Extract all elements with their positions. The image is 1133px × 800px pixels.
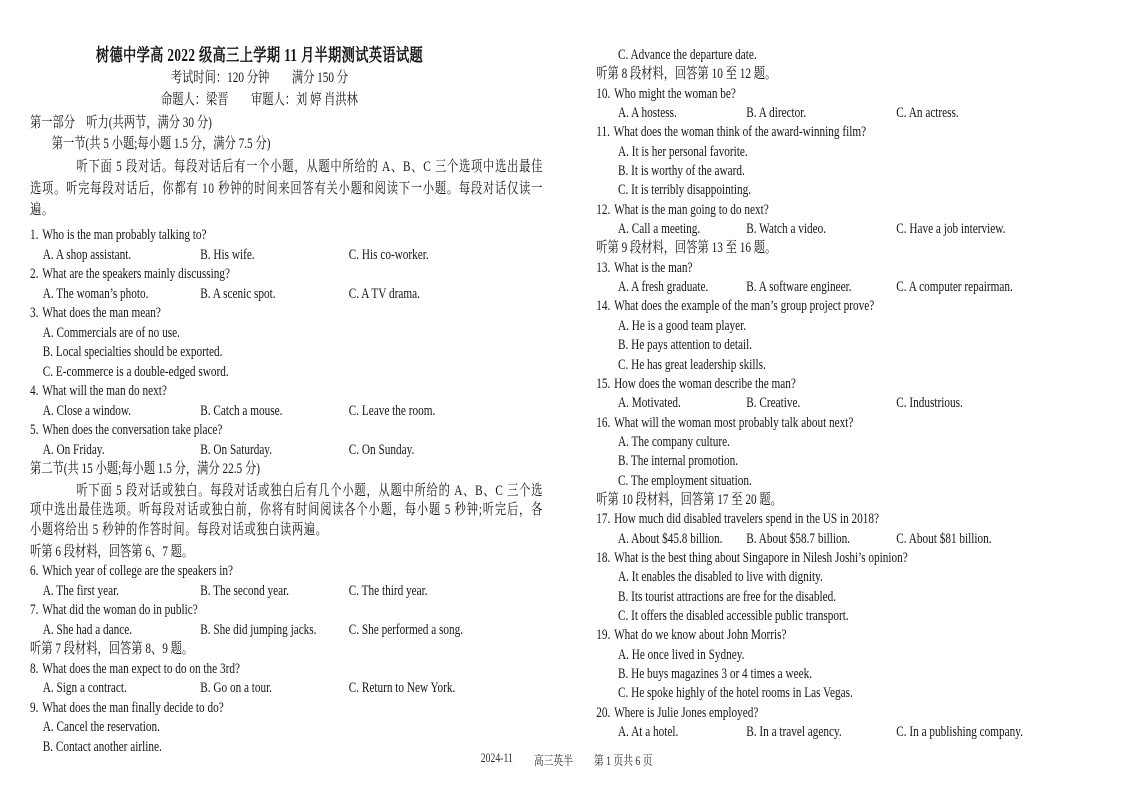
option-a: A. It is her personal favorite. (618, 143, 748, 160)
question-text (596, 375, 1117, 394)
authors-line: 命题人：梁晋 审题人：刘 婷 肖洪林 (161, 92, 358, 108)
question-number: 7. (30, 602, 39, 618)
question-9 (30, 699, 543, 758)
option-b: B. Creative. (746, 395, 801, 412)
question-number: 6. (30, 563, 39, 579)
option-c: C. Leave the room. (348, 402, 436, 419)
option-c: C. She performed a song. (348, 621, 464, 638)
question-17 (596, 510, 1117, 549)
option-c: C. A computer repairman. (896, 279, 1013, 296)
question-number: 20. (596, 704, 611, 721)
exam-header (30, 44, 489, 111)
option-a: A. A fresh graduate. (618, 279, 709, 296)
question-number: 1. (30, 227, 39, 243)
question-18 (596, 549, 1117, 626)
options-row (30, 285, 543, 305)
question-body: How does the woman describe the man? (614, 375, 796, 392)
question-body: What does the man expect to do on the 3rd? (42, 660, 240, 677)
question-20 (596, 704, 1117, 743)
question-number: 8. (30, 660, 39, 677)
question-body: What does the woman think of the award-winning film? (613, 124, 867, 141)
question-number: 11. (596, 124, 610, 141)
options-row (30, 402, 543, 422)
question-number: 2. (30, 266, 39, 282)
question-body: What is the man going to do next? (614, 201, 769, 218)
options-row (596, 104, 1117, 123)
question-5 (30, 421, 543, 460)
question-text (30, 421, 543, 441)
question-text (596, 414, 1117, 433)
question-text (30, 660, 543, 680)
option-c: C. About $81 billion. (896, 530, 992, 547)
question-number: 5. (30, 422, 39, 438)
question-9-option-c: C. Advance the departure date. (618, 47, 757, 63)
question-body: What does the man finally decide to do? (42, 699, 224, 716)
question-body: How much did disabled travelers spend in the US in 2018? (614, 511, 880, 528)
option-c: C. An actress. (896, 105, 959, 122)
question-text (30, 265, 543, 285)
question-7 (30, 601, 543, 640)
option-a: A. She had a dance. (42, 621, 133, 638)
question-body: What did the woman do in public? (42, 602, 198, 618)
option-b: B. It is worthy of the award. (618, 163, 745, 180)
footer-doc-label: 高三英半 (533, 753, 573, 768)
footer-date: 2024-11 (480, 750, 513, 765)
question-text (30, 601, 543, 621)
question-10 (596, 85, 1117, 124)
question-number: 18. (596, 549, 611, 566)
option-c: C. On Sunday. (348, 441, 415, 458)
option-b: B. His wife. (200, 246, 255, 263)
question-number: 3. (30, 305, 39, 321)
question-body: Which year of college are the speakers in? (42, 563, 234, 579)
question-number: 10. (596, 85, 611, 102)
question-14 (596, 297, 1117, 374)
question-2 (30, 265, 543, 304)
right-column (596, 46, 1117, 742)
question-text (30, 304, 543, 324)
question-body: What is the best thing about Singapore in Nilesh Joshi’s opinion? (614, 549, 908, 566)
question-15 (596, 375, 1117, 414)
question-body: Who is the man probably talking to? (42, 227, 207, 243)
question-8 (30, 660, 543, 699)
option-a: A. The first year. (42, 582, 120, 599)
option-c: C. Industrious. (896, 395, 963, 412)
question-body: When does the conversation take place? (42, 422, 223, 438)
question-text (596, 201, 1117, 220)
option-a: A. It enables the disabled to live with dignity. (618, 569, 823, 586)
option-a: A. At a hotel. (618, 724, 679, 741)
question-body: What do we know about John Morris? (614, 627, 787, 644)
option-b: B. Catch a mouse. (200, 402, 283, 419)
option-b: B. In a travel agency. (746, 724, 842, 741)
question-text (30, 226, 543, 246)
question-text (30, 562, 543, 582)
material-cue-10: 听第 10 段材料，回答第 17 至 20 题。 (596, 491, 782, 508)
question-16 (596, 414, 1117, 491)
options-row (596, 394, 1117, 413)
option-b: B. She did jumping jacks. (200, 621, 317, 638)
question-number: 12. (596, 201, 611, 218)
option-b: B. He pays attention to detail. (618, 337, 753, 354)
option-b: B. Contact another airline. (42, 738, 162, 755)
option-b: B. A software engineer. (746, 279, 852, 296)
option-c: C. Return to New York. (348, 680, 456, 696)
option-b: B. The second year. (200, 582, 290, 599)
option-c: C. He spoke highly of the hotel rooms in Las Vegas. (618, 685, 853, 702)
options-row (596, 723, 1117, 742)
option-b: B. Its tourist attractions are free for the disabled. (618, 588, 837, 605)
option-c: C. Have a job interview. (896, 221, 1006, 238)
question-4 (30, 382, 543, 421)
option-a: A. Sign a contract. (42, 680, 127, 696)
left-column (30, 44, 543, 757)
option-a: A. A hostess. (618, 105, 677, 122)
question-text (596, 85, 1117, 104)
page-footer (0, 750, 1133, 769)
question-11 (596, 123, 1117, 200)
option-b: B. A director. (746, 105, 807, 122)
material-cue-9: 听第 9 段材料，回答第 13 至 16 题。 (596, 240, 777, 257)
question-text (30, 699, 543, 719)
option-a: A. Cancel the reservation. (42, 719, 160, 735)
question-body: What does the example of the man’s group project prove? (614, 298, 875, 315)
options-row (596, 530, 1117, 549)
question-body: What is the man? (614, 259, 693, 276)
option-b: B. About $58.7 billion. (746, 530, 851, 547)
option-b: B. Watch a video. (746, 221, 827, 238)
option-a: A. About $45.8 billion. (618, 530, 723, 547)
question-text (30, 382, 543, 402)
question-19 (596, 626, 1117, 703)
section1-heading: 第一节(共 5 小题;每小题 1.5 分，满分 7.5 分) (51, 136, 271, 152)
page-title: 树德中学高 2022 级高三上学期 11 月半期测试英语试题 (95, 45, 424, 65)
options-row (30, 246, 543, 266)
option-c: C. It is terribly disappointing. (618, 182, 752, 199)
option-a: A. Call a meeting. (618, 221, 701, 238)
options-row (30, 679, 543, 699)
question-text (596, 510, 1117, 529)
option-a: A. On Friday. (42, 441, 105, 458)
question-3 (30, 304, 543, 382)
option-b: B. Local specialties should be exported. (42, 344, 223, 360)
options-row (596, 220, 1117, 239)
question-number: 19. (596, 627, 611, 644)
question-text (596, 297, 1117, 316)
material-cue-6: 听第 6 段材料，回答第 6、7 题。 (30, 543, 194, 560)
option-a: A. Motivated. (618, 395, 681, 412)
option-a: A. A shop assistant. (42, 246, 132, 263)
section2-heading: 第二节(共 15 小题;每小题 1.5 分，满分 22.5 分) (30, 461, 261, 477)
option-c: C. It offers the disabled accessible public transport. (618, 607, 849, 624)
options-row (30, 441, 543, 461)
exam-info-line: 考试时间：120 分钟 满分 150 分 (170, 70, 349, 86)
option-a: A. The company culture. (618, 433, 730, 450)
question-1 (30, 226, 543, 265)
question-body: What will the woman most probably talk about next? (614, 414, 854, 431)
option-a: A. He once lived in Sydney. (618, 646, 745, 663)
question-text (596, 259, 1117, 278)
section1-instructions: 听下面 5 段对话。每段对话后有一个小题，从题中所给的 A、B、C 三个选项中选出最佳选项。听完每段对话后，你都有 10 秒钟的时间来回答有关小题和阅读下一小题。每段对话仅读一遍。 (30, 159, 543, 218)
option-c: C. The third year. (348, 582, 428, 599)
material-cue-8: 听第 8 段材料，回答第 10 至 12 题。 (596, 66, 777, 83)
question-text (596, 549, 1117, 568)
question-text (596, 704, 1117, 723)
option-b: B. He buys magazines 3 or 4 times a week. (618, 666, 813, 682)
option-b: B. A scenic spot. (200, 285, 276, 302)
question-body: What does the man mean? (42, 305, 161, 321)
option-c: C. The employment situation. (618, 472, 752, 489)
options-row (30, 621, 543, 641)
question-number: 9. (30, 699, 39, 716)
option-a: A. Close a window. (42, 402, 132, 419)
question-number: 4. (30, 383, 39, 399)
question-body: What will the man do next? (42, 383, 167, 399)
option-c: C. His co-worker. (348, 246, 429, 263)
question-number: 16. (596, 414, 611, 431)
question-body: Who might the woman be? (614, 85, 736, 102)
option-b: B. Go on a tour. (200, 680, 273, 696)
question-number: 14. (596, 298, 611, 315)
footer-page-info: 第 1 页共 6 页 (593, 753, 653, 768)
question-body: What are the speakers mainly discussing? (42, 266, 230, 282)
question-12 (596, 201, 1117, 240)
option-a: A. The woman’s photo. (42, 285, 149, 302)
question-body: Where is Julie Jones employed? (614, 704, 759, 721)
material-cue-7: 听第 7 段材料，回答第 8、9 题。 (30, 641, 194, 657)
option-c: C. In a publishing company. (896, 724, 1024, 741)
part1-heading: 第一部分 听力(共两节，满分 30 分) (30, 115, 212, 131)
option-c: C. E-commerce is a double-edged sword. (42, 363, 229, 380)
option-c: C. A TV drama. (348, 285, 420, 302)
option-c: C. He has great leadership skills. (618, 356, 766, 373)
question-number: 17. (596, 511, 611, 528)
question-number: 13. (596, 259, 611, 276)
option-a: A. Commercials are of no use. (42, 324, 180, 341)
question-text (596, 123, 1117, 142)
options-row (596, 278, 1117, 297)
question-13 (596, 259, 1117, 298)
section2-instructions: 听下面 5 段对话或独白。每段对话或独白后有几个小题，从题中所给的 A、B、C 三个选项中选出最佳选项。听每段对话或独白前，你将有时间阅读各个小题，每小题 5 秒钟;听完后，各小题将给出 5 秒钟的作答时间。每段对话或独白读两遍。 (30, 482, 543, 539)
question-number: 15. (596, 375, 611, 392)
question-text (596, 626, 1117, 645)
option-b: B. The internal promotion. (618, 453, 739, 470)
option-b: B. On Saturday. (200, 441, 273, 458)
option-a: A. He is a good team player. (618, 317, 747, 334)
options-row (30, 582, 543, 602)
question-6 (30, 562, 543, 601)
